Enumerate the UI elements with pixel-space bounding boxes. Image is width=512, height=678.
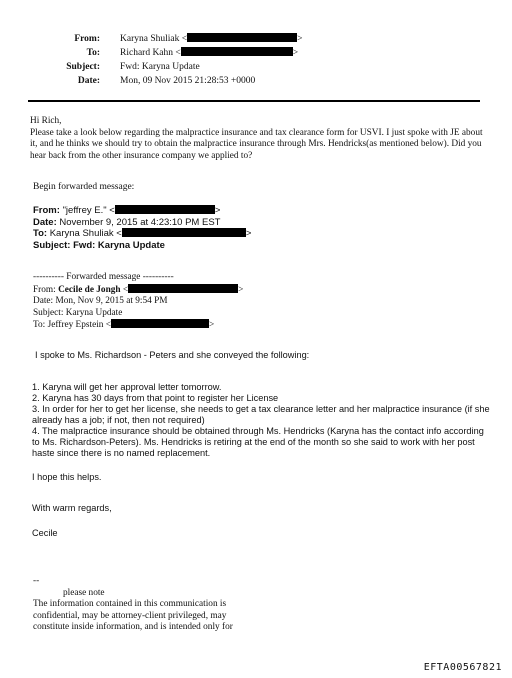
forward1-to-row	[33, 228, 251, 240]
forward-intro: Begin forwarded message:	[33, 182, 135, 192]
header-divider	[28, 100, 480, 102]
footer-line-1: The information contained in this communication is	[33, 599, 227, 609]
header-from-value-wrap	[120, 32, 302, 46]
forward1-subject-label: Subject:	[33, 239, 71, 251]
forward2-to-line: To: Jeffrey Epstein <	[33, 320, 112, 330]
forward1-block	[33, 205, 251, 251]
message-paragraph: Please take a look below regarding the malpractice insurance and tax clearance form for USVI. I just spoke with JE about it, and he thinks we should try to obtain the malpractice insurance through Mrs. Hendricks(as mentioned below). Did you hear back from the other insurance company we applied to?	[30, 127, 483, 161]
forward1-to-label: To:	[33, 228, 48, 239]
forward1-date-label: Date:	[33, 216, 57, 228]
forward1-from-label: From:	[33, 205, 60, 216]
cecile-signature: Cecile	[32, 528, 58, 538]
redaction-bar	[111, 319, 209, 328]
header-to-value-wrap	[120, 46, 298, 60]
forward2-close-bracket: >	[209, 320, 215, 330]
header-to-label: To:	[86, 48, 100, 58]
forward1-date-row	[33, 217, 251, 229]
cecile-regards: With warm regards,	[32, 503, 112, 513]
redaction-bar	[187, 33, 297, 42]
header-from-value: Karyna Shuliak <	[120, 34, 188, 44]
forward1-subject-row	[33, 240, 251, 252]
redaction-bar	[115, 205, 215, 214]
message-body	[30, 116, 490, 162]
footer-dashes: --	[33, 576, 40, 586]
header-date-label: Date:	[77, 76, 100, 86]
footer-block	[33, 576, 233, 634]
forward1-close-bracket: >	[245, 228, 252, 239]
header-subject-label: Subject:	[66, 62, 100, 72]
footer-line-3: constitute inside information, and is intended only for	[33, 622, 233, 632]
cecile-intro: I spoke to Ms. Richardson - Peters and she conveyed the following:	[35, 350, 310, 360]
forward2-subject-line: Subject: Karyna Update	[33, 307, 123, 318]
cecile-item-3: 3. In order for her to get her license, she needs to get a tax clearance letter and her malpractice insurance (if she already has a job; if not, then not required)	[32, 404, 490, 425]
redaction-bar	[122, 228, 246, 237]
message-greeting: Hi Rich,	[30, 116, 62, 126]
cecile-item-2: 2. Karyna has 30 days from that point to register her License	[32, 393, 279, 403]
footer-please-note: please note	[63, 587, 105, 598]
cecile-item-4: 4. The malpractice insurance should be obtained through Ms. Hendricks (Karyna has the contact info according to Ms. Richardson-Peters). Ms. Hendricks is retiring at the end of the month so she said to work with her post haste since there is no named replacement.	[32, 426, 484, 458]
forward2-separator: ---------- Forwarded message ----------	[33, 272, 174, 282]
header-close-bracket: >	[292, 48, 299, 58]
forward2-from-name: Cecile de Jongh	[58, 284, 121, 295]
footer-line-2: confidential, may be attorney-client privileged, may	[33, 610, 227, 621]
forward1-date-value: November 9, 2015 at 4:23:10 PM EST	[59, 216, 221, 228]
document-id: EFTA00567821	[423, 662, 502, 673]
header-from-label: From:	[74, 34, 100, 44]
cecile-hope: I hope this helps.	[32, 472, 102, 482]
redaction-bar	[181, 47, 293, 56]
forward1-from-value: "jeffrey E." <	[62, 205, 115, 216]
forward2-close-bracket: >	[238, 284, 244, 295]
header-date-value: Mon, 09 Nov 2015 21:28:53 +0000	[120, 76, 256, 86]
cecile-message	[32, 350, 490, 539]
forward1-from-row	[33, 205, 251, 217]
forward1-close-bracket: >	[214, 205, 221, 216]
header-subject-value: Fwd: Karyna Update	[120, 62, 200, 72]
forward2-from-row	[33, 284, 243, 297]
header-to-value: Richard Kahn <	[120, 48, 181, 58]
forward1-to-value: Karyna Shuliak <	[49, 228, 122, 239]
forward1-subject-value: Fwd: Karyna Update	[73, 239, 165, 251]
header-close-bracket: >	[297, 34, 303, 44]
redaction-bar	[128, 284, 238, 293]
forward2-date-line: Date: Mon, Nov 9, 2015 at 9:54 PM	[33, 296, 168, 306]
forward2-to-row	[33, 319, 243, 332]
forward2-block	[33, 272, 243, 332]
forward2-from-open: <	[120, 284, 129, 295]
forward2-from-label: From:	[33, 284, 56, 295]
cecile-item-1: 1. Karyna will get her approval letter tomorrow.	[32, 382, 222, 392]
